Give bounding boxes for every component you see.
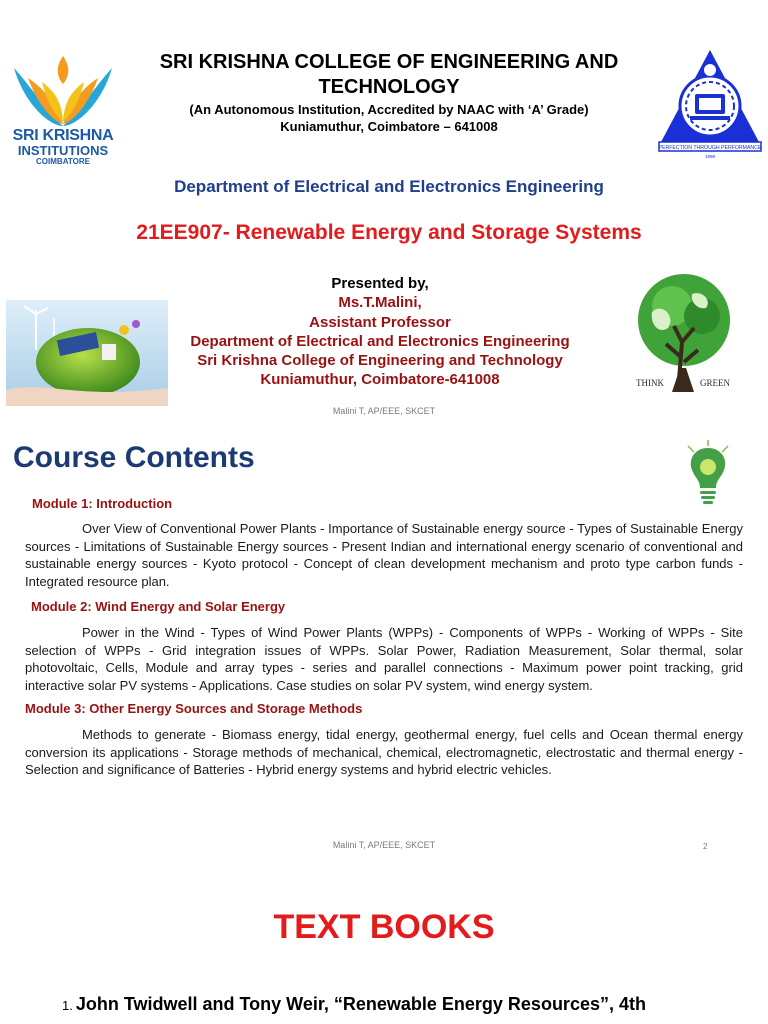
module-1-heading: Module 1: Introduction <box>32 496 173 511</box>
tree-caption-think: THINK <box>636 378 664 388</box>
emblem-year: 1998 <box>704 154 716 159</box>
module-1-body: Over View of Conventional Power Plants - Importance of Sustainable energy source - Types of Sustainable Energy sources - Limitations of Sustainable Energy sources - Present Indian and international energy scenario of conventional and sustainable energy sources - Kyoto protocol - Concept of clean development mechanism and proto type carbon funds - Integrated resource plan. <box>25 521 743 589</box>
module-2-heading: Module 2: Wind Energy and Solar Energy <box>31 599 286 614</box>
textbook-number: 1. <box>62 998 73 1013</box>
emblem-motto: PERFECTION THROUGH PERFORMANCE <box>658 145 762 151</box>
presented-by-label: Presented by, <box>331 275 429 292</box>
presenter-name: Ms.T.Malini, <box>338 294 422 312</box>
module-2-body: Power in the Wind - Types of Wind Power Plants (WPPs) - Components of WPPs - Working of WPPs - Site selection of WPPs - Grid integration issues of WPPs. Solar Power, Radiation Measurement, Solar thermal, solar photovoltaic, Cells, Module and array types - series and parallel connections - Maximum power point tracking, grid interactive solar PV systems - Applications. Case studies on solar PV system, wind energy system. <box>25 625 743 693</box>
textbook-citation: John Twidwell and Tony Weir, “Renewable Energy Resources”, 4th <box>75 994 646 1014</box>
presenter-block <box>160 274 600 390</box>
skcet-emblem <box>655 48 765 160</box>
slide2-footer: Malini T, AP/EEE, SKCET <box>332 840 436 850</box>
course-title: 21EE907- Renewable Energy and Storage Systems <box>136 221 642 244</box>
department-heading: Department of Electrical and Electronics Engineering <box>174 177 604 196</box>
college-title: SRI KRISHNA COLLEGE OF ENGINEERING AND TECHNOLOGY <box>159 51 619 98</box>
page-number: 2 <box>703 842 708 851</box>
lightbulb-icon <box>680 440 736 508</box>
sri-krishna-logo-icon <box>4 48 122 130</box>
renewable-energy-photo <box>6 300 168 406</box>
college-address: Kuniamuthur, Coimbatore – 641008 <box>280 119 498 134</box>
slide1-footer: Malini T, AP/EEE, SKCET <box>332 406 436 416</box>
skcet-emblem-icon <box>655 48 765 160</box>
presenter-department: Department of Electrical and Electronics Engineering <box>190 332 570 350</box>
logo-brand-line3: COIMBATORE <box>36 157 90 166</box>
course-contents-title: Course Contents <box>13 441 255 474</box>
green-globe-hands-icon <box>6 300 168 406</box>
presenter-designation: Assistant Professor <box>309 313 451 331</box>
think-green-tree <box>632 272 738 398</box>
college-accreditation: (An Autonomous Institution, Accredited by NAAC with ‘A’ Grade) <box>189 102 589 117</box>
presenter-location: Kuniamuthur, Coimbatore-641008 <box>260 371 500 389</box>
logo-brand-line2: INSTITUTIONS <box>17 143 109 158</box>
tree-icon <box>632 272 738 398</box>
module-3-heading: Module 3: Other Energy Sources and Storage Methods <box>25 701 363 716</box>
sri-krishna-logo <box>4 48 122 172</box>
textbook-item <box>62 994 646 1015</box>
textbooks-title: TEXT BOOKS <box>273 908 495 946</box>
presenter-college: Sri Krishna College of Engineering and Technology <box>197 352 563 370</box>
logo-brand-name: SRI KRISHNA <box>12 127 114 144</box>
tree-caption-green: GREEN <box>700 378 730 388</box>
module-3-body: Methods to generate - Biomass energy, tidal energy, geothermal energy, fuel cells and Ocean thermal energy conversion its applications - Storage methods of mechanical, chemical, electromagnetic, electrostatic and thermal energy - Selection and significance of Batteries - Hybrid energy systems and hybrid electric vehicles. <box>25 727 743 777</box>
